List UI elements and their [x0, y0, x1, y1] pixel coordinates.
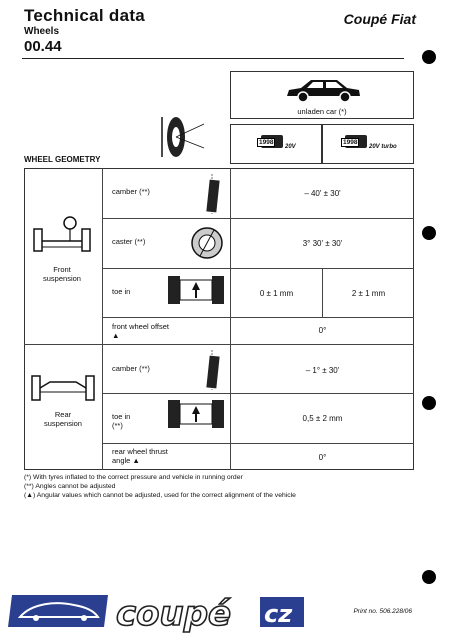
- section-name: Wheels: [24, 26, 60, 37]
- rear-thrust-label-2: angle ▲: [112, 456, 140, 465]
- front-toe-label: toe in: [112, 287, 131, 296]
- front-toe-value-turbo: 2 ± 1 mm: [351, 289, 386, 298]
- punch-hole-icon: [422, 50, 436, 64]
- table-divider: [102, 443, 414, 444]
- engine-20v-box: [230, 124, 322, 164]
- camber-icon: [202, 174, 224, 214]
- punch-hole-icon: [422, 226, 436, 240]
- engine-badge: 1998: [259, 139, 274, 146]
- camber-icon: [202, 350, 224, 390]
- front-group-label: Front: [53, 265, 71, 274]
- engine-label: 20V turbo: [369, 144, 397, 150]
- front-caster-label: caster (**): [112, 237, 146, 246]
- brand-title: Coupé Fiat: [343, 11, 416, 27]
- engine-badge: 1998: [343, 139, 358, 146]
- rear-suspension-icon: [30, 374, 96, 404]
- wheel-geometry-icon: [158, 112, 208, 162]
- table-divider: [102, 317, 414, 318]
- header-rule: [22, 58, 404, 59]
- rear-toe-label: toe in: [112, 412, 131, 421]
- vehicle-condition-box: [230, 71, 414, 119]
- page-title: Technical data: [24, 6, 146, 25]
- rear-toe-value: 0,5 ± 2 mm: [302, 414, 343, 423]
- table-divider: [102, 168, 103, 470]
- rear-camber-value: – 1° ± 30': [305, 366, 340, 375]
- rear-group-label: Rear: [54, 410, 72, 419]
- toe-in-icon: [166, 274, 226, 306]
- front-offset-marker: ▲: [112, 331, 120, 340]
- punch-hole-icon: [422, 570, 436, 584]
- table-divider: [230, 168, 231, 470]
- front-toe-value-20v: 0 ± 1 mm: [259, 289, 294, 298]
- front-caster-value: 3° 30' ± 30': [302, 239, 343, 248]
- front-group-label: suspension: [43, 274, 81, 283]
- vehicle-condition-label: unladen car (*): [297, 107, 347, 116]
- footnote: (▲) Angular values which cannot be adjusted, used for the correct alignment of the vehicle: [24, 492, 296, 499]
- table-divider: [24, 344, 414, 345]
- section-title: WHEEL GEOMETRY: [24, 155, 101, 164]
- caster-icon: [190, 226, 224, 260]
- front-offset-label: front wheel offset: [112, 322, 169, 331]
- print-number: Print no. 506.228/06: [353, 608, 412, 615]
- car-icon: [283, 76, 363, 104]
- rear-group-label: suspension: [44, 419, 82, 428]
- rear-thrust-value: 0°: [318, 453, 327, 462]
- front-camber-label: camber (**): [112, 187, 150, 196]
- svg-text:coupé: coupé: [116, 594, 232, 634]
- rear-camber-label: camber (**): [112, 364, 150, 373]
- front-camber-value: – 40' ± 30': [304, 189, 341, 198]
- front-suspension-icon: [32, 215, 92, 261]
- coupe-logo-icon: [8, 587, 308, 637]
- table-divider: [102, 218, 414, 219]
- footnote: (**) Angles cannot be adjusted: [24, 483, 116, 490]
- front-offset-value: 0°: [318, 326, 327, 335]
- footnote: (*) With tyres inflated to the correct pressure and vehicle in running order: [24, 474, 243, 481]
- table-divider: [102, 268, 414, 269]
- rear-thrust-label: rear wheel thrust: [112, 447, 168, 456]
- engine-turbo-box: [322, 124, 414, 164]
- rear-toe-label-note: (**): [112, 421, 123, 430]
- punch-hole-icon: [422, 396, 436, 410]
- section-code: 00.44: [24, 38, 62, 55]
- toe-in-icon: [166, 398, 226, 430]
- table-divider: [102, 393, 414, 394]
- svg-text:cz: cz: [264, 600, 293, 628]
- engine-label: 20V: [285, 144, 296, 150]
